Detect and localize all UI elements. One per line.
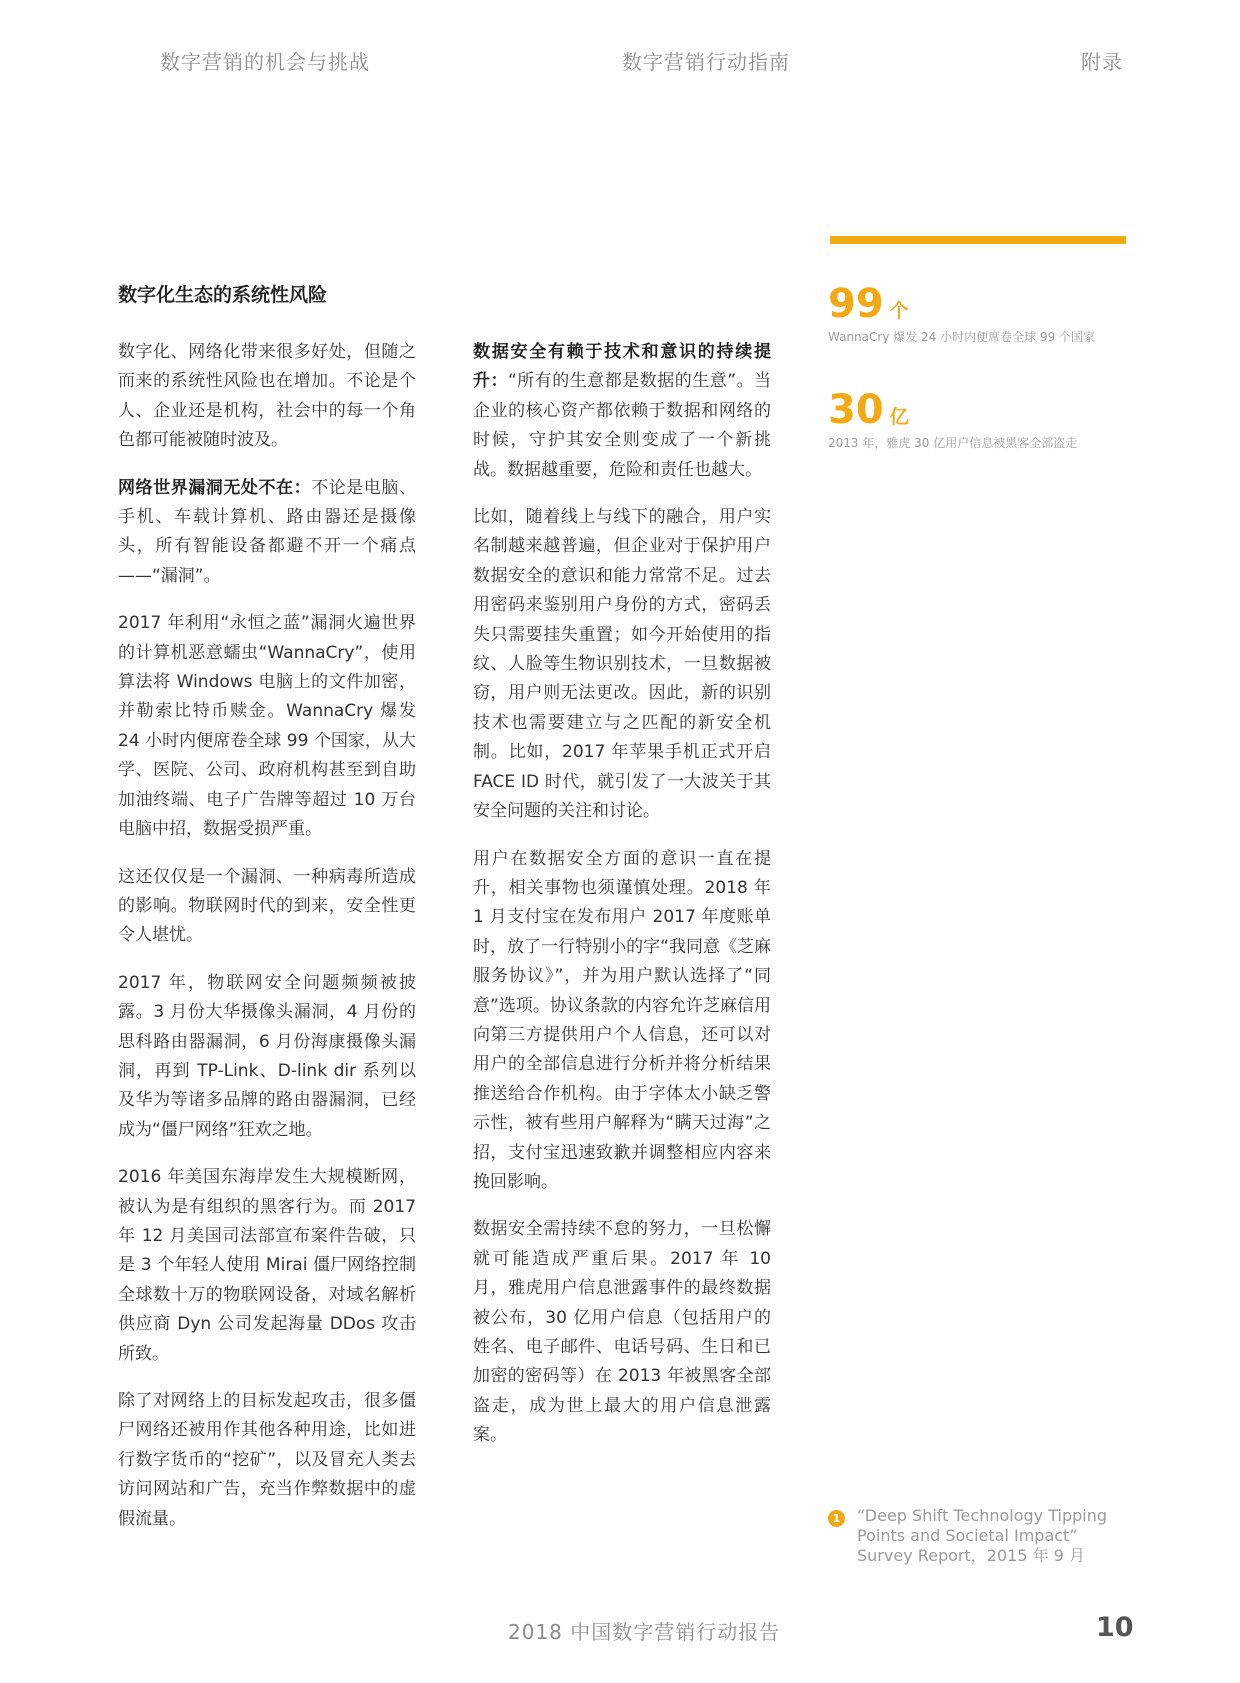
stat-description: WannaCry 爆发 24 小时内便席卷全球 99 个国家 [828,330,1096,344]
paragraph: 除了对网络上的目标发起攻击，很多僵尸网络还被用作其他各种用途，比如进行数字货币的“挖矿”，以及冒充人类去访问网站和广告，充当作弊数据中的虚假流量。 [118,1391,416,1529]
stat-description: 2013 年，雅虎 30 亿用户信息被黑客全部盗走 [828,436,1078,450]
stat-value [828,282,1095,326]
paragraph: 比如，随着线上与线下的融合，用户实名制越来越普遍，但企业对于保护用户数据安全的意识和能力常常不足。过去用密码来鉴别用户身份的方式，密码丢失只需要挂失重置；如今开始使用的指纹、人脸等生物识别技术，一旦数据被窃，用户则无法更改。因此，新的识别技术也需要建立与之匹配的新安全机制。比如，2017 年苹果手机正式开启 FACE ID 时代，就引发了一大波关于其安全问题的关注和讨论。 [473,507,771,822]
paragraph: 2017 年，物联网安全问题频频被披露。3 月份大华摄像头漏洞，4 月份的思科路由器漏洞，6 月份海康摄像头漏洞，再到 TP-Link、D-link dir 系列以及华为等诸多品牌的路由器漏洞，已经成为“僵尸网络”狂欢之地。 [118,972,416,1140]
footnote-marker: 1 [828,1510,845,1527]
paragraph [473,338,771,485]
paragraph: 2016 年美国东海岸发生大规模断网，被认为是有组织的黑客行为。而 2017 年 12 月美国司法部宣布案件告破，只是 3 个年轻人使用 Mirai 僵尸网络控制全球数十万的物联网设备，对域名解析供应商 Dyn 公司发起海量 DDos 攻击所致。 [118,1167,416,1364]
paragraph: 数字化、网络化带来很多好处，但随之而来的系统性风险也在增加。不论是个人、企业还是机构，社会中的每一个角色都可能被随时波及。 [118,342,416,451]
paragraph-body: “所有的生意都是数据的生意”。当企业的核心资产都依赖于数据和网络的时候，守护其安全则变成了一个新挑战。数据越重要，危险和责任也越大。 [473,371,772,480]
accent-bar [830,236,1126,244]
stat-yahoo [828,388,1077,451]
header-section-center: 数字营销行动指南 [622,50,790,74]
stat-unit: 亿 [889,406,909,428]
text-column-middle [473,338,771,1469]
paragraph [118,474,416,592]
section-title: 数字化生态的系统性风险 [118,284,328,306]
page-number: 10 [1096,1612,1134,1643]
stat-value [828,388,1077,432]
paragraph: 数据安全需持续不怠的努力，一旦松懈就可能造成严重后果。2017 年 10 月，雅虎用户信息泄露事件的最终数据被公布，30 亿用户信息（包括用户的姓名、电子邮件、电话号码、生日和已加密的密码等）在 2013 年被黑客全部盗走，成为世上最大的用户信息泄露案。 [473,1219,771,1446]
paragraph: 2017 年利用“永恒之蓝”漏洞火遍世界的计算机恶意蠕虫“WannaCry”，使用算法将 Windows 电脑上的文件加密，并勒索比特币赎金。WannaCry 爆发 24 小时内便席卷全球 99 个国家，从大学、医院、公司、政府机构甚至到自助加油终端、电子广告牌等超过 10 万台电脑中招，数据受损严重。 [118,613,416,840]
stat-number: 99 [828,281,884,327]
header-section-left: 数字营销的机会与挑战 [160,50,370,74]
text-column-left [118,338,416,1552]
stat-unit: 个 [889,300,909,322]
footer-report-title: 2018 中国数字营销行动报告 [508,1620,781,1644]
paragraph-lead: 数据安全有赖于技术和意识的持续提升： [473,342,771,392]
footnote-text: “Deep Shift Technology Tipping Points and Societal Impact” Survey Report，2015 年 9 月 [857,1506,1107,1565]
paragraph-lead: 网络世界漏洞无处不在： [118,477,312,498]
paragraph: 这还仅仅是一个漏洞、一种病毒所造成的影响。物联网时代的到来，安全性更令人堪忧。 [118,866,416,946]
stat-wannacry [828,282,1095,345]
footnote [828,1506,1128,1566]
header-section-right: 附录 [1081,50,1123,74]
stat-number: 30 [828,387,884,433]
paragraph: 用户在数据安全方面的意识一直在提升，相关事物也须谨慎处理。2018 年 1 月支付宝在发布用户 2017 年度账单时，放了一行特别小的字“我同意《芝麻服务协议》”，并为用户默认选择了“同意”选项。协议条款的内容允许芝麻信用向第三方提供用户个人信息，还可以对用户的全部信息进行分析并将分析结果推送给合作机构。由于字体太小缺乏警示性，被有些用户解释为“瞒天过海”之招，支付宝迅速致歉并调整相应内容来挽回影响。 [473,848,771,1192]
paragraph-body: 不论是电脑、手机、车载计算机、路由器还是摄像头，所有智能设备都避不开一个痛点——“漏洞”。 [118,477,416,586]
